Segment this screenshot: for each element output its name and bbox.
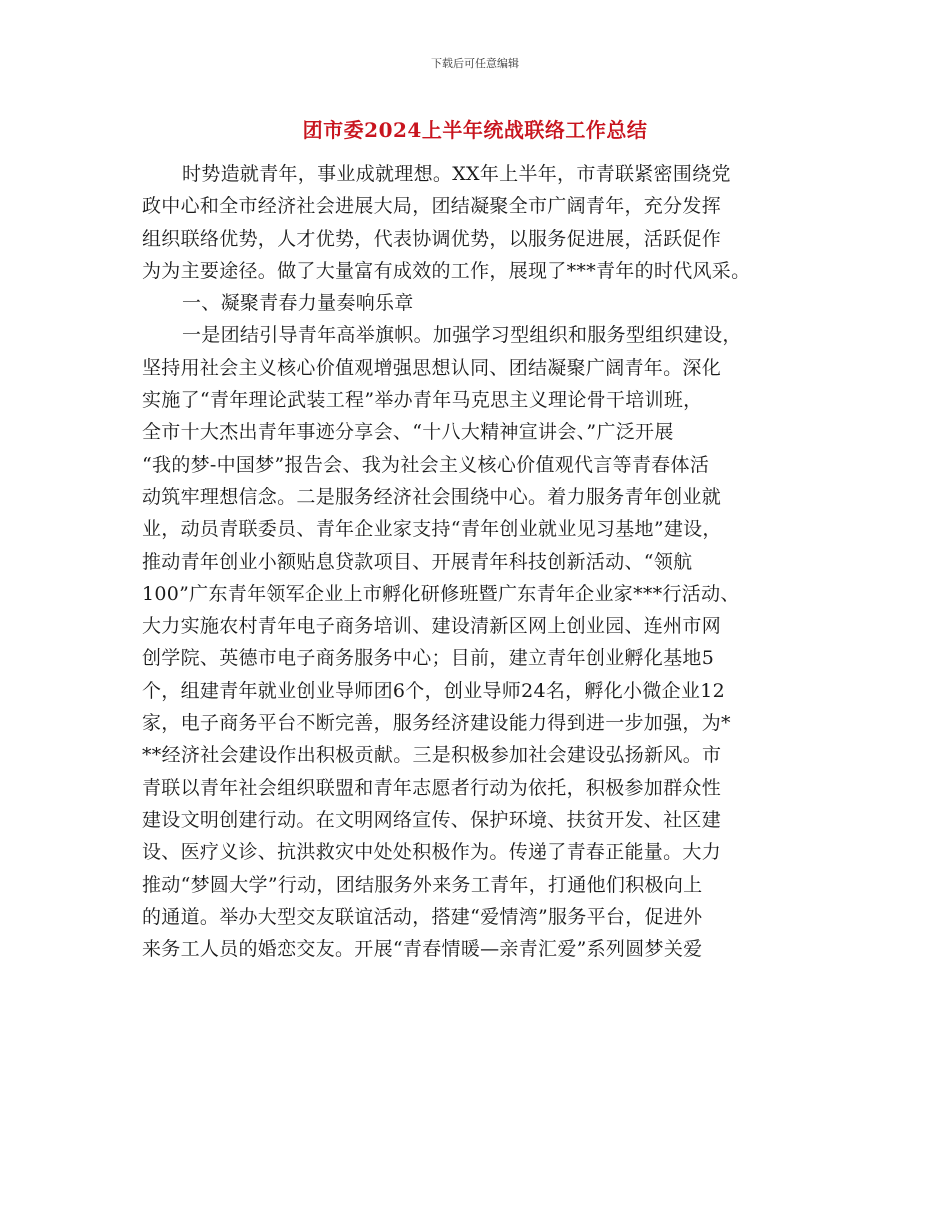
text-line: 政中心和全市经济社会进展大局，团结凝聚全市广阔青年，充分发挥 <box>142 195 722 218</box>
text-line: 全市十大杰出青年事迹分享会、“十八大精神宣讲会、”广泛开展 <box>142 421 674 444</box>
text-line: 设、医疗义诊、抗洪救灾中处处积极作为。传递了青春正能量。大力 <box>142 841 722 864</box>
text-line: 为为主要途径。做了大量富有成效的工作，展现了***青年的时代风采。 <box>142 259 751 282</box>
text-line: “我的梦-中国梦”报告会、我为社会主义核心价值观代言等青春体活 <box>142 453 710 476</box>
text-line: 一、凝聚青春力量奏响乐章 <box>182 292 414 315</box>
text-line: 来务工人员的婚恋交友。开展“青春情暖—亲青汇爱”系列圆梦关爱 <box>142 938 703 961</box>
text-line: 动筑牢理想信念。二是服务经济社会围绕中心。着力服务青年创业就 <box>142 485 722 508</box>
text-line: 坚持用社会主义核心价值观增强思想认同、团结凝聚广阔青年。深化 <box>142 356 722 379</box>
text-line: **经济社会建设作出积极贡献。三是积极参加社会建设弘扬新风。市 <box>142 744 722 767</box>
text-line: 建设文明创建行动。在文明网络宣传、保护环境、扶贫开发、社区建 <box>142 808 722 831</box>
text-line: 个，组建青年就业创业导师团6个，创业导师24名，孵化小微企业12 <box>142 679 726 702</box>
text-line: 青联以青年社会组织联盟和青年志愿者行动为依托，积极参加群众性 <box>142 776 722 799</box>
text-line: 家，电子商务平台不断完善，服务经济建设能力得到进一步加强，为* <box>142 712 731 735</box>
text-line: 推动“梦圆大学”行动，团结服务外来务工青年，打通他们积极向上 <box>142 873 703 896</box>
text-line: 大力实施农村青年电子商务培训、建设清新区网上创业园、连州市网 <box>142 615 722 638</box>
document-title: 团市委2024上半年统战联络工作总结 <box>302 118 648 142</box>
text-line: 100”广东青年领军企业上市孵化研修班暨广东青年企业家***行活动、 <box>142 582 740 605</box>
text-line: 组织联络优势，人才优势，代表协调优势，以服务促进展，活跃促作 <box>142 227 722 250</box>
header-note: 下载后可任意编辑 <box>431 57 519 70</box>
text-line: 实施了“青年理论武装工程”举办青年马克思主义理论骨干培训班， <box>142 389 703 412</box>
document-body <box>142 158 802 965</box>
text-line: 业，动员青联委员、青年企业家支持“青年创业就业见习基地”建设， <box>142 518 722 541</box>
text-line: 的通道。举办大型交友联谊活动，搭建“爱情湾”服务平台，促进外 <box>142 905 703 928</box>
text-line: 创学院、英德市电子商务服务中心；目前，建立青年创业孵化基地5 <box>142 647 715 670</box>
text-line: 推动青年创业小额贴息贷款项目、开展青年科技创新活动、“领航 <box>142 550 693 573</box>
text-line: 时势造就青年，事业成就理想。XX年上半年，市青联紧密围绕党 <box>182 163 731 185</box>
text-line: 一是团结引导青年高举旗帜。加强学习型组织和服务型组织建设， <box>182 324 742 347</box>
